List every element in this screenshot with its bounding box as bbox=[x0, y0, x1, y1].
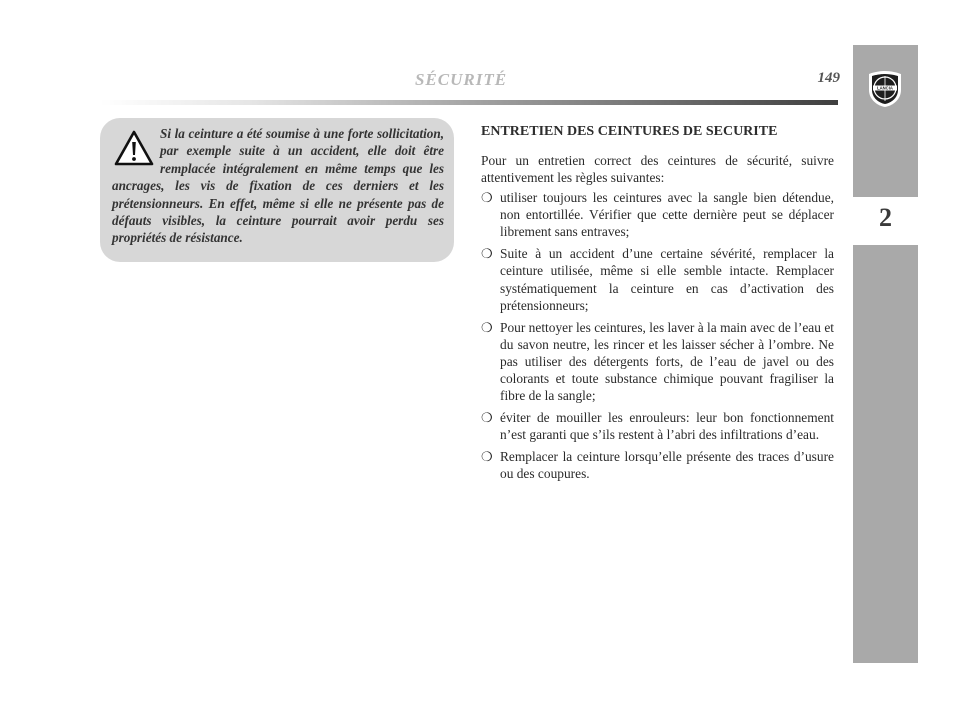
chapter-number: 2 bbox=[879, 203, 892, 232]
bullet-circle-icon: ❍ bbox=[481, 319, 493, 335]
list-item bbox=[481, 448, 834, 482]
bullet-circle-icon: ❍ bbox=[481, 246, 493, 262]
lancia-logo-icon bbox=[868, 70, 902, 108]
page-number: 149 bbox=[817, 70, 840, 86]
warning-text-content: Si la ceinture a été soumise à une forte sollicitation, par exemple suite à un accident, elle doit être remplacée intégralement en même temps que les ancrages, les vis de fixation de ces derniers et les prétensionneurs. En effet, même si elle ne présente pas de défauts visibles, la ceinture pourrait avoir perdu ses propriétés de résistance. bbox=[112, 126, 444, 246]
bullet-circle-icon: ❍ bbox=[481, 190, 493, 205]
bullet-circle-icon: ❍ bbox=[481, 449, 493, 465]
list-item bbox=[481, 409, 834, 443]
chapter-side-tab bbox=[853, 45, 918, 663]
list-item-text: utiliser toujours les ceintures avec la sangle bien détendue, non entortillée. Vérifier que cette dernière peut se déplacer librement sans entraves; bbox=[500, 190, 834, 240]
list-item-text: Pour nettoyer les ceintures, les laver à la main avec de l’eau et du savon neutre, les rincer et les laisser sécher à l’ombre. Ne pas utiliser des détergents forts, de l’eau de javel ou des colorants et toute substance chimique pouvant fragiliser la fibre de la sangle; bbox=[500, 319, 834, 404]
list-item bbox=[481, 245, 834, 314]
warning-text bbox=[112, 125, 444, 247]
maintenance-list bbox=[481, 189, 834, 487]
section-heading: ENTRETIEN DES CEINTURES DE SECURITE bbox=[481, 124, 778, 139]
list-item-text: Remplacer la ceinture lorsqu’elle présente des traces d’usure ou des coupures. bbox=[500, 449, 834, 482]
section-intro: Pour un entretien correct des ceintures de sécurité, suivre attentivement les règles suivantes: bbox=[481, 153, 834, 186]
list-item bbox=[481, 319, 834, 405]
page-header-title: SÉCURITÉ bbox=[414, 70, 508, 89]
lancia-logo-text: LANCIA bbox=[877, 85, 893, 91]
header-rule bbox=[100, 100, 838, 105]
bullet-circle-icon: ❍ bbox=[481, 410, 493, 426]
list-item-text: Suite à un accident d’une certaine sévérité, remplacer la ceinture utilisée, même si elle semble intacte. Remplacer systématiquement la ceinture en cas d’activation des prétensionneurs; bbox=[500, 246, 834, 313]
list-item-text: éviter de mouiller les enrouleurs: leur bon fonctionnement n’est garanti que s’ils restent à l’abri des infiltrations d’eau. bbox=[500, 410, 834, 443]
list-item bbox=[481, 189, 834, 241]
